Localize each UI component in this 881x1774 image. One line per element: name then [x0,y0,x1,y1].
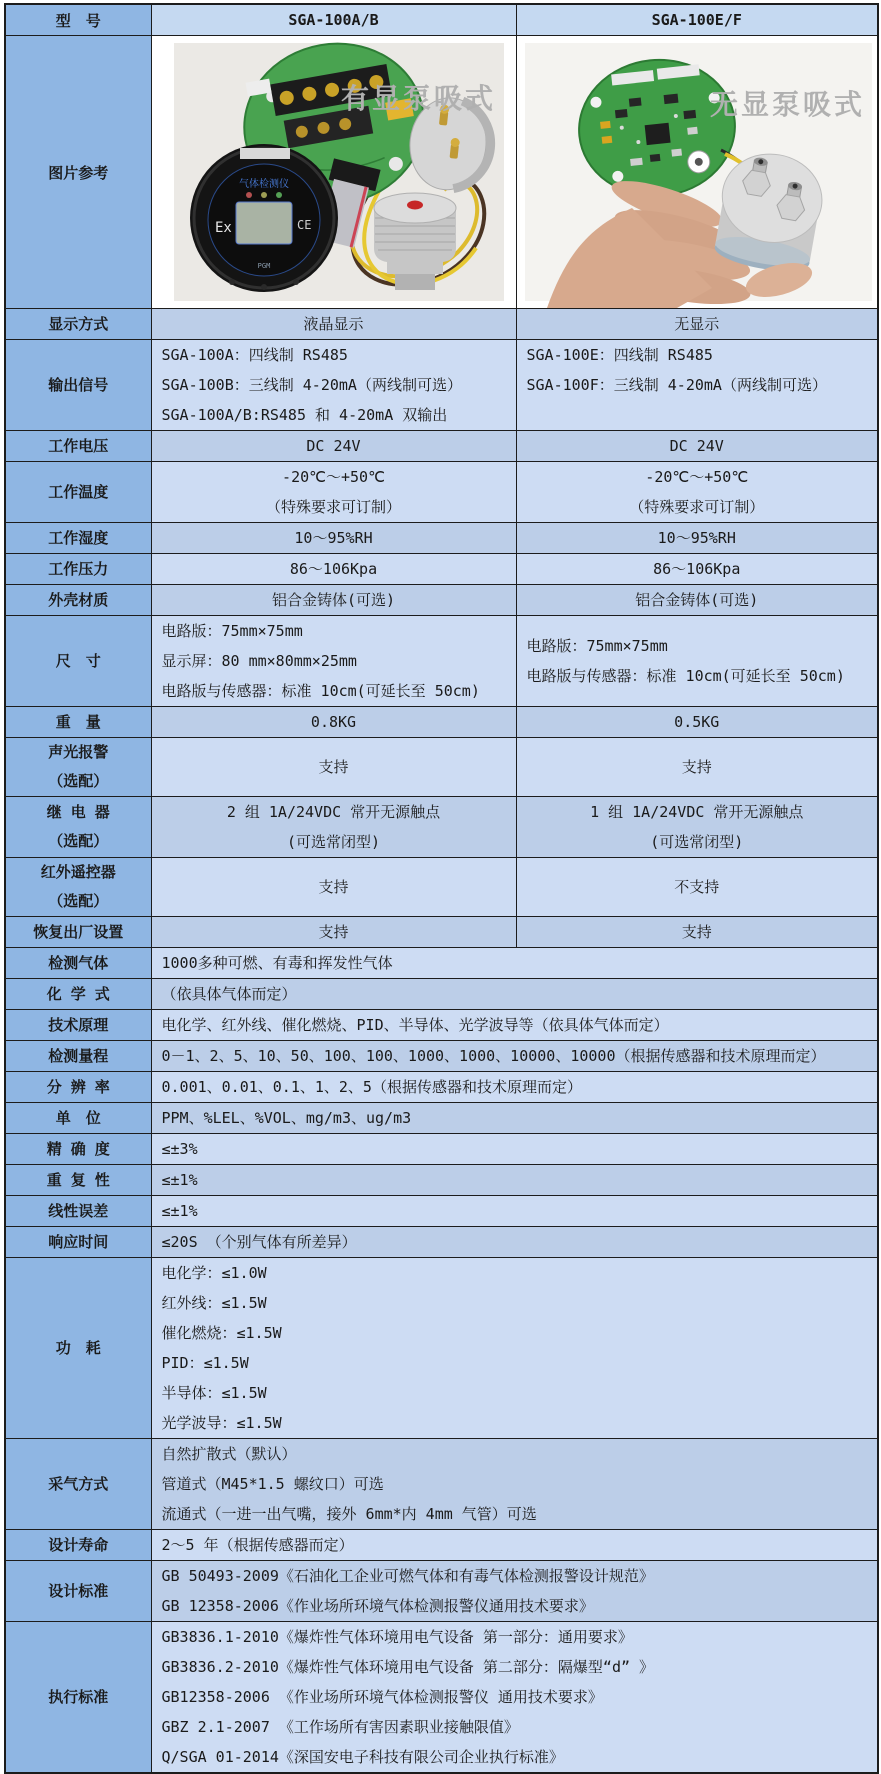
text-line: 恢复出厂设置 [33,922,124,941]
text-line: SGA-100B：三线制 4-20mA（两线制可选） [161,376,462,394]
value-weight-b [516,707,878,738]
spec-row-linearity-error [5,1196,878,1227]
ex-marking: Ex [214,220,232,236]
value-dimensions-b [516,616,878,707]
row-label-resolution [5,1072,151,1103]
value-output-signal-b [516,340,878,431]
value-resolution [151,1072,878,1103]
row-label-factory-reset [5,917,151,948]
header-row [5,4,878,36]
row-label-relay [5,797,151,858]
value-weight-a [151,707,516,738]
led-fault [276,192,282,198]
text-line: 0.001、0.01、0.1、1、2、5（根据传感器和技术原理而定） [161,1078,582,1096]
text-line: 无显示 [674,315,720,333]
text-line: 2～5 年（根据传感器而定） [161,1536,354,1554]
text-line: Q/SGA 01-2014《深国安电子科技有限公司企业执行标准》 [161,1748,564,1766]
text-line: 液晶显示 [303,315,364,333]
text-line: PID：≤1.5W [161,1354,249,1372]
value-housing-material-b [516,585,878,616]
spec-row-weight [5,707,878,738]
spec-row-technology [5,1010,878,1041]
text-line: 管道式（M45*1.5 螺纹口）可选 [161,1475,384,1493]
text-line: 电路版与传感器：标准 10cm(可延长至 50cm) [526,667,845,685]
text-line: 电化学：≤1.0W [161,1264,267,1282]
value-design-life [151,1530,878,1561]
value-output-signal-a [151,340,516,431]
row-label-dimensions [5,616,151,707]
text-line: ≤20S （个别气体有所差异） [161,1233,357,1251]
text-line: SGA-100A/B:RS485 和 4-20mA 双输出 [161,406,448,424]
spec-row-sampling-method [5,1439,878,1530]
text-line: GB3836.1-2010《爆炸性气体环境用电气设备 第一部分：通用要求》 [161,1628,633,1646]
value-working-humidity-a [151,523,516,554]
text-line: 声光报警 [48,743,109,761]
value-working-pressure-a [151,554,516,585]
row-label-power-consumption [5,1258,151,1439]
text-line: 1 组 1A/24VDC 常开无源触点 [590,803,804,821]
text-line: 半导体：≤1.5W [161,1384,267,1402]
spec-row-working-humidity [5,523,878,554]
spec-rows [5,309,878,1774]
model-b-header: SGA-100E/F [516,4,878,36]
spec-row-dimensions [5,616,878,707]
text-line: 自然扩散式（默认） [161,1445,297,1463]
text-line: 采气方式 [48,1474,109,1493]
spec-row-output-signal [5,340,878,431]
text-line: （特殊要求可订制） [265,498,401,516]
text-line: 显示屏：80 mm×80mm×25mm [161,652,357,670]
text-line: PPM、%LEL、%VOL、mg/m3、ug/m3 [161,1109,412,1127]
text-line: 光学波导：≤1.5W [161,1414,282,1432]
text-line: （特殊要求可订制） [629,498,765,516]
value-sampling-method [151,1439,878,1530]
text-line: GB 50493-2009《石油化工企业可燃气体和有毒气体检测报警设计规范》 [161,1567,654,1585]
row-label-technology [5,1010,151,1041]
text-line: 工作电压 [48,436,109,455]
text-line: 不支持 [674,878,720,896]
spec-row-design-life [5,1530,878,1561]
spec-row-display-mode [5,309,878,340]
photo-cell-b [516,36,878,309]
model-a-header: SGA-100A/B [151,4,516,36]
text-line: (可选常闭型) [650,833,744,851]
product-photo-sga-100ef [517,36,879,308]
spec-row-working-pressure [5,554,878,585]
row-label-unit [5,1103,151,1134]
text-line: SGA-100A：四线制 RS485 [161,346,348,364]
text-line: 红外遥控器 [40,863,116,881]
value-housing-material-a [151,585,516,616]
spec-row-accuracy [5,1134,878,1165]
photo-row [5,36,878,309]
text-line: 工作温度 [48,482,109,501]
value-working-pressure-b [516,554,878,585]
spec-row-audible-visual-alarm [5,738,878,797]
row-label-ir-remote [5,858,151,917]
text-line: 响应时间 [48,1232,109,1251]
spec-row-power-consumption [5,1258,878,1439]
text-line: 1000多种可燃、有毒和挥发性气体 [161,954,393,972]
text-line: -20℃～+50℃ [645,468,749,486]
text-line: SGA-100F：三线制 4-20mA（两线制可选） [526,376,827,394]
device-title-text: 气体检测仪 [238,179,289,190]
text-line: -20℃～+50℃ [282,468,385,486]
pgm-label: PGM [257,262,270,270]
value-power-consumption [151,1258,878,1439]
photo-row-label: 图片参考 [5,36,151,309]
text-line: 10～95%RH [657,529,736,547]
row-label-detection-range [5,1041,151,1072]
text-line: GB3836.2-2010《爆炸性气体环境用电气设备 第二部分：隔爆型“d” 》 [161,1658,655,1676]
text-line: （选配） [48,832,109,850]
spec-row-detection-range [5,1041,878,1072]
text-line: 尺 寸 [55,651,101,670]
row-label-sampling-method [5,1439,151,1530]
lcd-screen [236,202,292,244]
text-line: 铝合金铸体(可选) [271,591,396,609]
text-line: 执行标准 [48,1687,109,1706]
value-repeatability [151,1165,878,1196]
text-line: 检测量程 [48,1046,109,1065]
text-line: GB12358-2006 《作业场所环境气体检测报警仪 通用技术要求》 [161,1688,603,1706]
spec-row-working-temperature [5,462,878,523]
text-line: 分 辨 率 [46,1077,110,1096]
row-label-accuracy [5,1134,151,1165]
text-line: (可选常闭型) [286,833,381,851]
value-relay-b [516,797,878,858]
text-line: 催化燃烧：≤1.5W [161,1324,282,1342]
text-line: SGA-100E：四线制 RS485 [526,346,713,364]
value-display-mode-a [151,309,516,340]
text-line: GB 12358-2006《作业场所环境气体检测报警仪通用技术要求》 [161,1597,594,1615]
watermark-b: 无显泵吸式 [709,88,865,121]
text-line: 工作压力 [48,559,109,578]
text-line: 继 电 器 [46,803,110,821]
value-working-humidity-b [516,523,878,554]
row-label-working-pressure [5,554,151,585]
photo-cell-a [151,36,516,309]
text-line: DC 24V [306,437,361,455]
row-label-linearity-error [5,1196,151,1227]
value-dimensions-a [151,616,516,707]
text-line: 10～95%RH [294,529,373,547]
text-line: 电路版：75mm×75mm [161,622,303,640]
product-photo-sga-100ab [152,36,517,308]
ce-marking: CE [296,218,311,232]
value-working-temperature-a [151,462,516,523]
spec-row-executive-standards [5,1622,878,1774]
row-label-detected-gases [5,948,151,979]
text-line: 流通式（一进一出气嘴，接外 6mm*内 4mm 气管）可选 [161,1505,537,1523]
value-chemical-formula [151,979,878,1010]
value-working-temperature-b [516,462,878,523]
header-label: 型 号 [5,4,151,36]
row-label-housing-material [5,585,151,616]
text-line: 支持 [681,758,712,776]
text-line: 精 确 度 [46,1139,110,1158]
row-label-working-temperature [5,462,151,523]
text-line: 86～106Kpa [289,560,378,578]
spec-row-housing-material [5,585,878,616]
value-factory-reset-b [516,917,878,948]
text-line: 0－1、2、5、10、50、100、100、1000、1000、10000、10000（根据传感器和技术原理而定） [161,1047,826,1065]
value-response-time [151,1227,878,1258]
row-label-executive-standards [5,1622,151,1774]
text-line: 电化学、红外线、催化燃烧、PID、半导体、光学波导等（依具体气体而定） [161,1016,669,1034]
text-line: ≤±1% [161,1202,198,1220]
spec-table [4,3,879,1774]
text-line: 铝合金铸体(可选) [635,591,759,609]
row-label-repeatability [5,1165,151,1196]
text-line: DC 24V [669,437,724,455]
spec-row-design-standards [5,1561,878,1622]
text-line: ≤±1% [161,1171,198,1189]
text-line: 0.5KG [674,713,720,731]
spec-row-chemical-formula [5,979,878,1010]
text-line: 检测气体 [48,953,109,972]
text-line: 2 组 1A/24VDC 常开无源触点 [226,803,441,821]
text-line: 支持 [318,758,349,776]
value-accuracy [151,1134,878,1165]
value-executive-standards [151,1622,878,1774]
spec-row-response-time [5,1227,878,1258]
spec-row-repeatability [5,1165,878,1196]
text-line: 设计标准 [48,1581,109,1600]
text-line: 0.8KG [310,713,357,731]
value-factory-reset-a [151,917,516,948]
red-indicator [407,201,423,210]
text-line: 功 耗 [55,1338,101,1357]
value-design-standards [151,1561,878,1622]
value-ir-remote-b [516,858,878,917]
value-linearity-error [151,1196,878,1227]
text-line: 技术原理 [48,1015,109,1034]
led-work [261,192,267,198]
text-line: 设计寿命 [48,1535,109,1554]
value-detection-range [151,1041,878,1072]
text-line: （选配） [48,892,109,910]
text-line: 显示方式 [48,314,109,333]
text-line: 86～106Kpa [653,560,741,578]
watermark-a: 有显泵吸式 [340,82,496,115]
row-label-response-time [5,1227,151,1258]
value-audible-visual-alarm-a [151,738,516,797]
text-line: 重 量 [55,712,101,731]
spec-row-working-voltage [5,431,878,462]
row-label-working-humidity [5,523,151,554]
value-audible-visual-alarm-b [516,738,878,797]
text-line: 电路版：75mm×75mm [526,637,668,655]
value-technology [151,1010,878,1041]
row-label-working-voltage [5,431,151,462]
row-label-display-mode [5,309,151,340]
gauge-device [190,144,338,292]
row-label-output-signal [5,340,151,431]
value-unit [151,1103,878,1134]
text-line: 重 复 性 [46,1170,110,1189]
text-line: 化 学 式 [46,984,110,1003]
value-relay-a [151,797,516,858]
row-label-design-standards [5,1561,151,1622]
value-detected-gases [151,948,878,979]
spec-row-relay [5,797,878,858]
led-alarm [246,192,252,198]
text-line: 输出信号 [48,375,109,394]
text-line: 支持 [318,923,349,941]
value-working-voltage-a [151,431,516,462]
spec-row-detected-gases [5,948,878,979]
value-working-voltage-b [516,431,878,462]
label-sticker [240,148,290,159]
text-line: 单 位 [55,1108,101,1127]
row-label-audible-visual-alarm [5,738,151,797]
text-line: ≤±3% [161,1140,198,1158]
text-line: 支持 [681,923,712,941]
value-display-mode-b [516,309,878,340]
text-line: GBZ 2.1-2007 《工作场所有害因素职业接触限值》 [161,1718,519,1736]
text-line: 工作湿度 [48,528,109,547]
value-ir-remote-a [151,858,516,917]
spec-row-resolution [5,1072,878,1103]
spec-row-ir-remote [5,858,878,917]
text-line: （选配） [48,772,109,790]
text-line: 红外线：≤1.5W [161,1294,267,1312]
row-label-chemical-formula [5,979,151,1010]
text-line: 线性误差 [48,1201,109,1220]
text-line: （依具体气体而定） [161,985,297,1003]
text-line: 外壳材质 [48,590,109,609]
row-label-weight [5,707,151,738]
text-line: 支持 [318,878,349,896]
text-line: 电路版与传感器：标准 10cm(可延长至 50cm) [161,682,480,700]
spec-row-factory-reset [5,917,878,948]
main-chip [644,123,670,145]
spec-row-unit [5,1103,878,1134]
row-label-design-life [5,1530,151,1561]
